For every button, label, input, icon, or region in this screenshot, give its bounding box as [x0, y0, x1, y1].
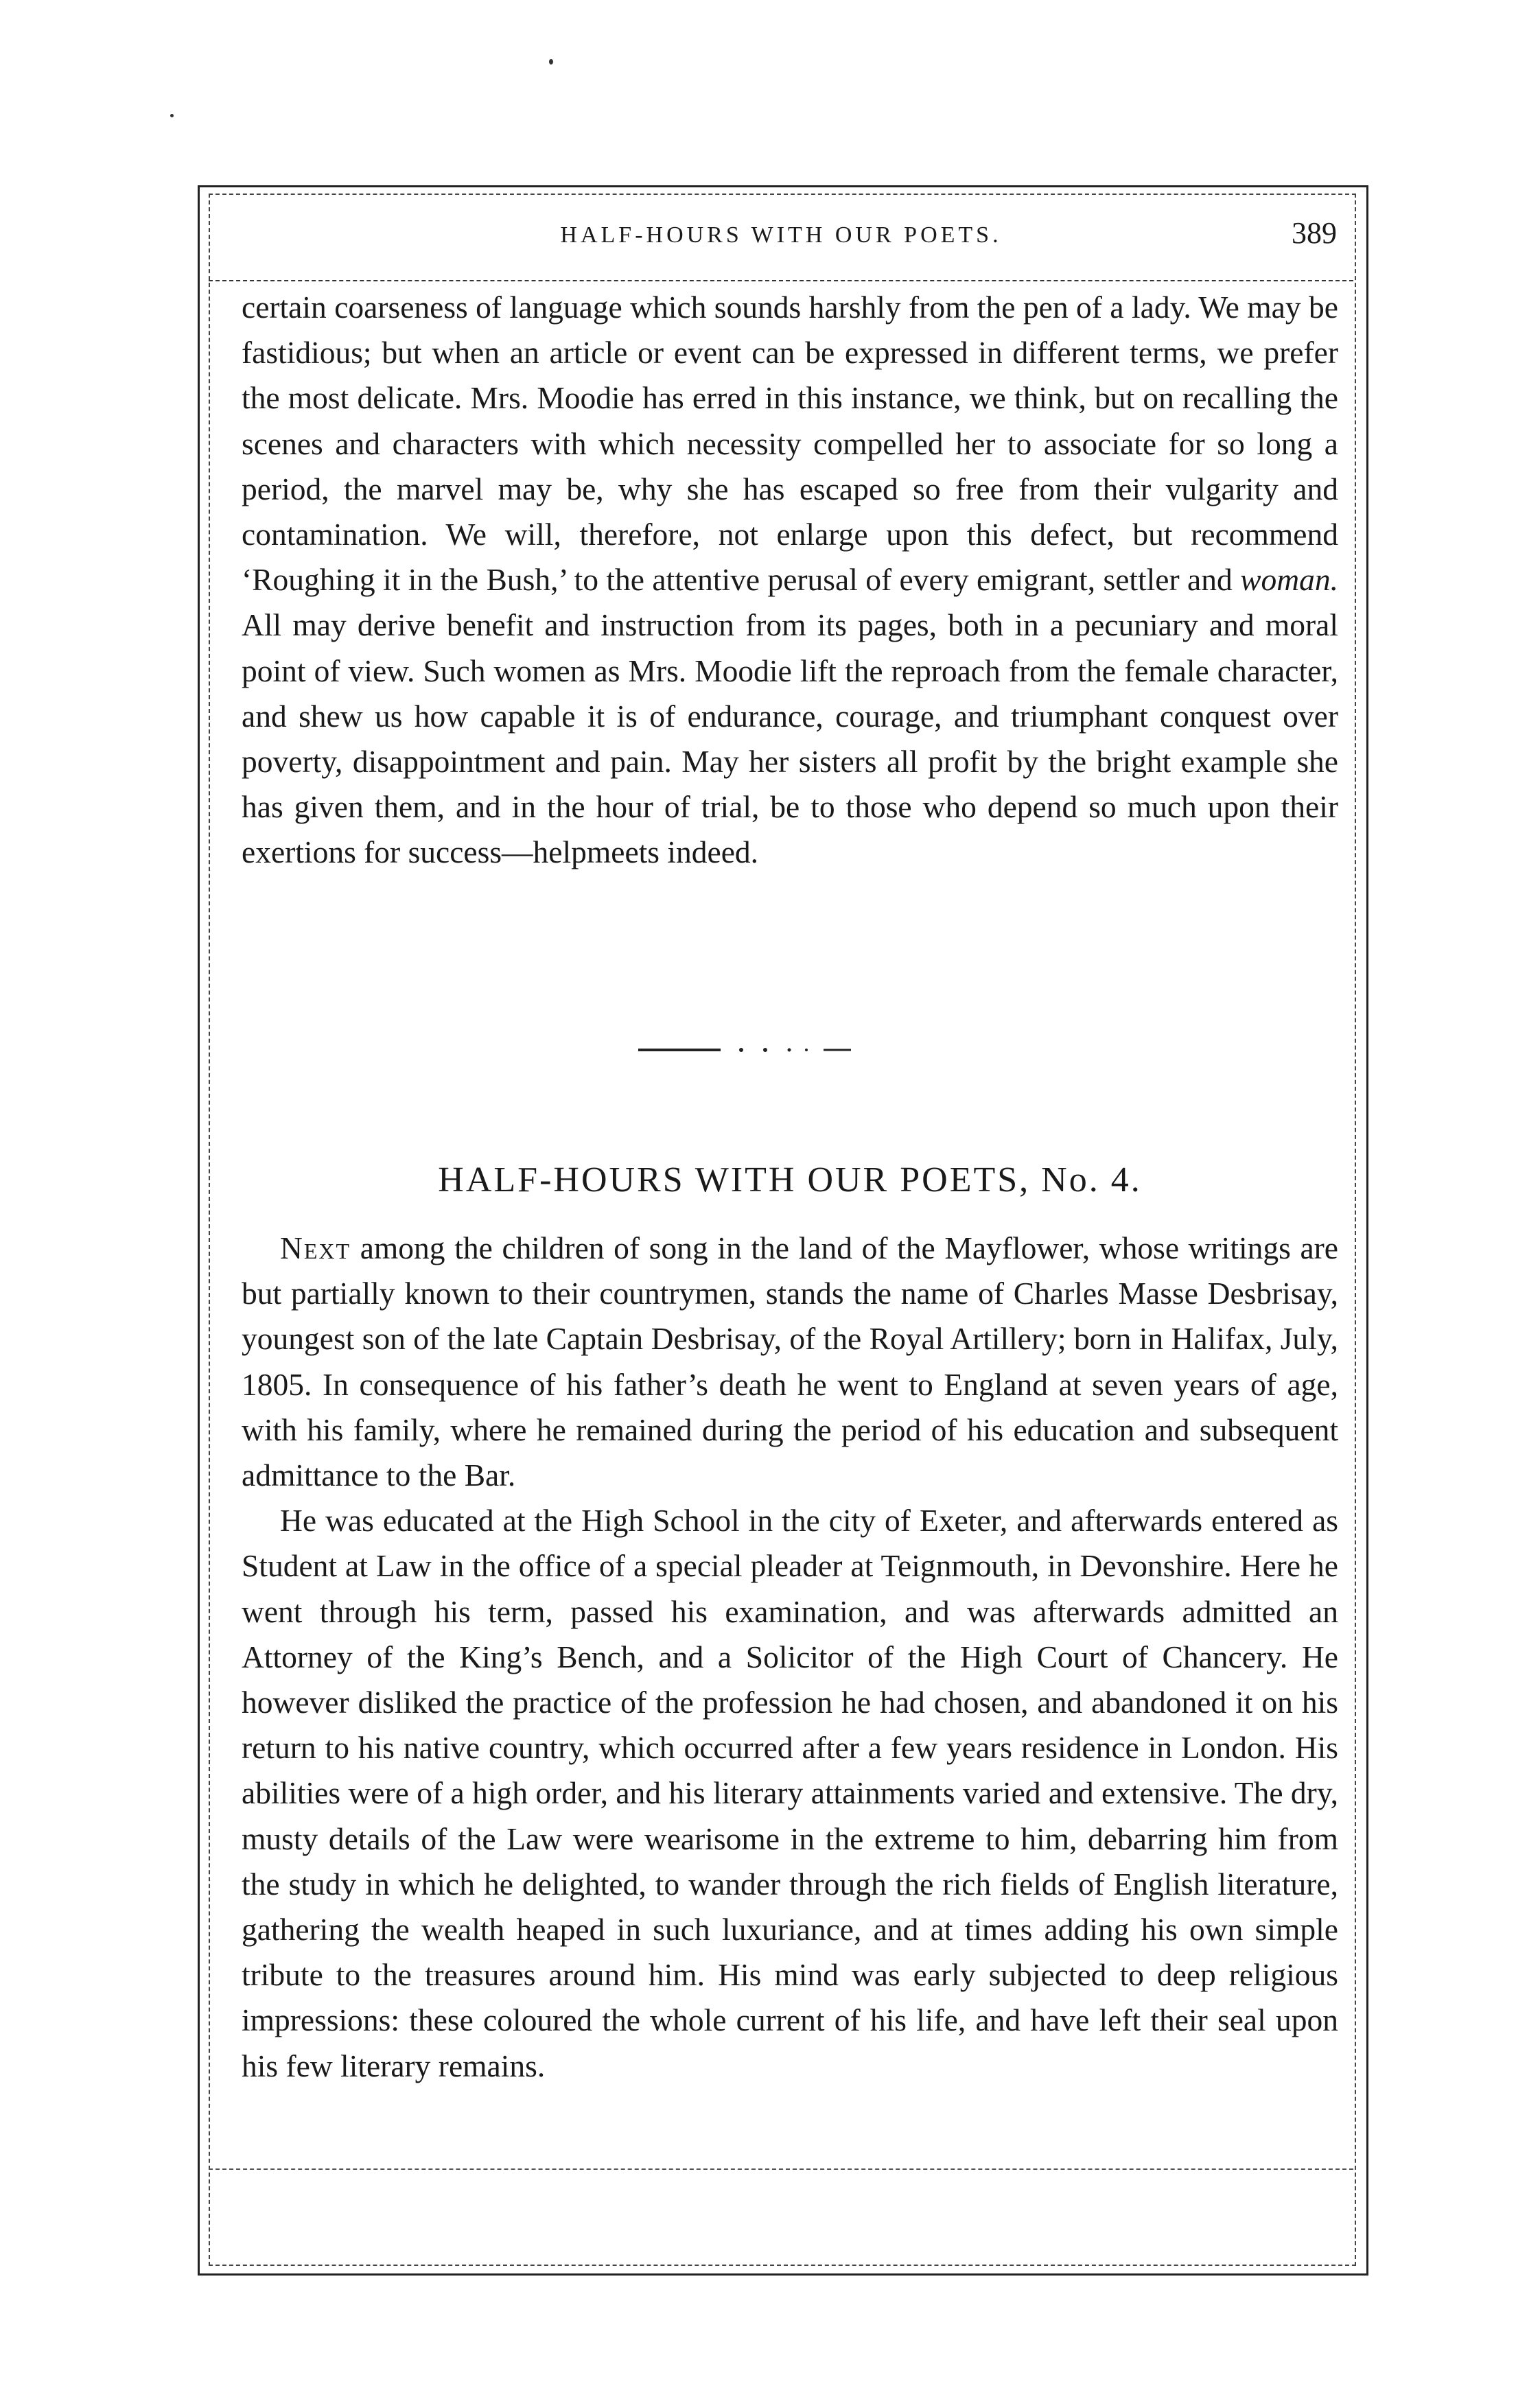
- page-number: 389: [1292, 216, 1337, 250]
- section-title: HALF-HOURS WITH OUR POETS, No. 4.: [438, 1160, 1142, 1200]
- running-head: [209, 206, 1353, 280]
- review-conclusion: [242, 285, 1338, 876]
- print-speck: [170, 114, 174, 117]
- review-paragraph: [242, 285, 1338, 876]
- review-text: certain coarseness of language which sounds harshly from the pen of a lady. We may be fastidious; but when an article or event can be expressed in different terms, we prefer the most delicate. Mrs. Moodie has erred in this instance, we think, but on recalling the scenes and characters with which necessity compelled her to associate for so long a period, the marvel may be, why she has escaped so free from their vulgarity and contamination. We will, therefore, not enlarge upon this defect, but recommend ‘Roughing it in the Bush,’ to the attentive perusal of every emigrant, settler and: [242, 290, 1338, 598]
- review-emphasis: woman.: [1240, 562, 1339, 598]
- footer-rule: [209, 2168, 1353, 2170]
- article-paragraph-2: He was educated at the High School in the city of Exeter, and afterwards entered as Student at Law in the office of a special pleader at Teignmouth, in Devonshire. Here he went through his term, passed his examination, and was afterwards admitted an Attorney of the King’s Bench, and a Solicitor of the High Court of Chancery. He however disliked the practice of the profession he had chosen, and abandoned it on his return to his native country, which occurred after a few years residence in London. His abilities were of a high order, and his literary attainments varied and extensive. The dry, musty details of the Law were wearisome in the extreme to him, debarring him from the study in which he delighted, to wander through the rich fields of English literature, gathering the wealth heaped in such luxuriance, and at times adding his own simple tribute to the treasures around him. His mind was early subjected to deep religious impressions: these coloured the whole current of his life, and have left their seal upon his few literary remains.: [242, 1503, 1338, 2083]
- paragraph-1-text: among the children of song in the land of the Mayflower, whose writings are but partially known to their countrymen, stands the name of Charles Masse Desbrisay, youngest son of the late Captain Desbrisay, of the Royal Artillery; born in Halifax, July, 1805. In consequence of his father’s death he went to England at seven years of age, with his family, where he remained during the period of his education and subsequent admittance to the Bar.: [242, 1230, 1338, 1493]
- opening-word: Next: [280, 1230, 351, 1265]
- article-paragraph-1: [242, 1226, 1338, 1498]
- review-text-end: All may derive benefit and instruction from its pages, both in a pecuniary and moral point of view. Such women as Mrs. Moodie lift the reproach from the female character, and shew us how capable it is of endurance, courage, and triumphant conquest over poverty, disappointment and pain. May her sisters all profit by the bright example she has given them, and in the hour of trial, be to those who depend so much upon their exertions for success—helpmeets indeed.: [242, 607, 1338, 870]
- header-rule: [209, 280, 1353, 281]
- article-body: [242, 1226, 1338, 2089]
- running-head-title: HALF-HOURS WITH OUR POETS.: [560, 222, 1002, 248]
- print-speck: [549, 59, 553, 65]
- section-divider-ornament: [618, 1046, 920, 1054]
